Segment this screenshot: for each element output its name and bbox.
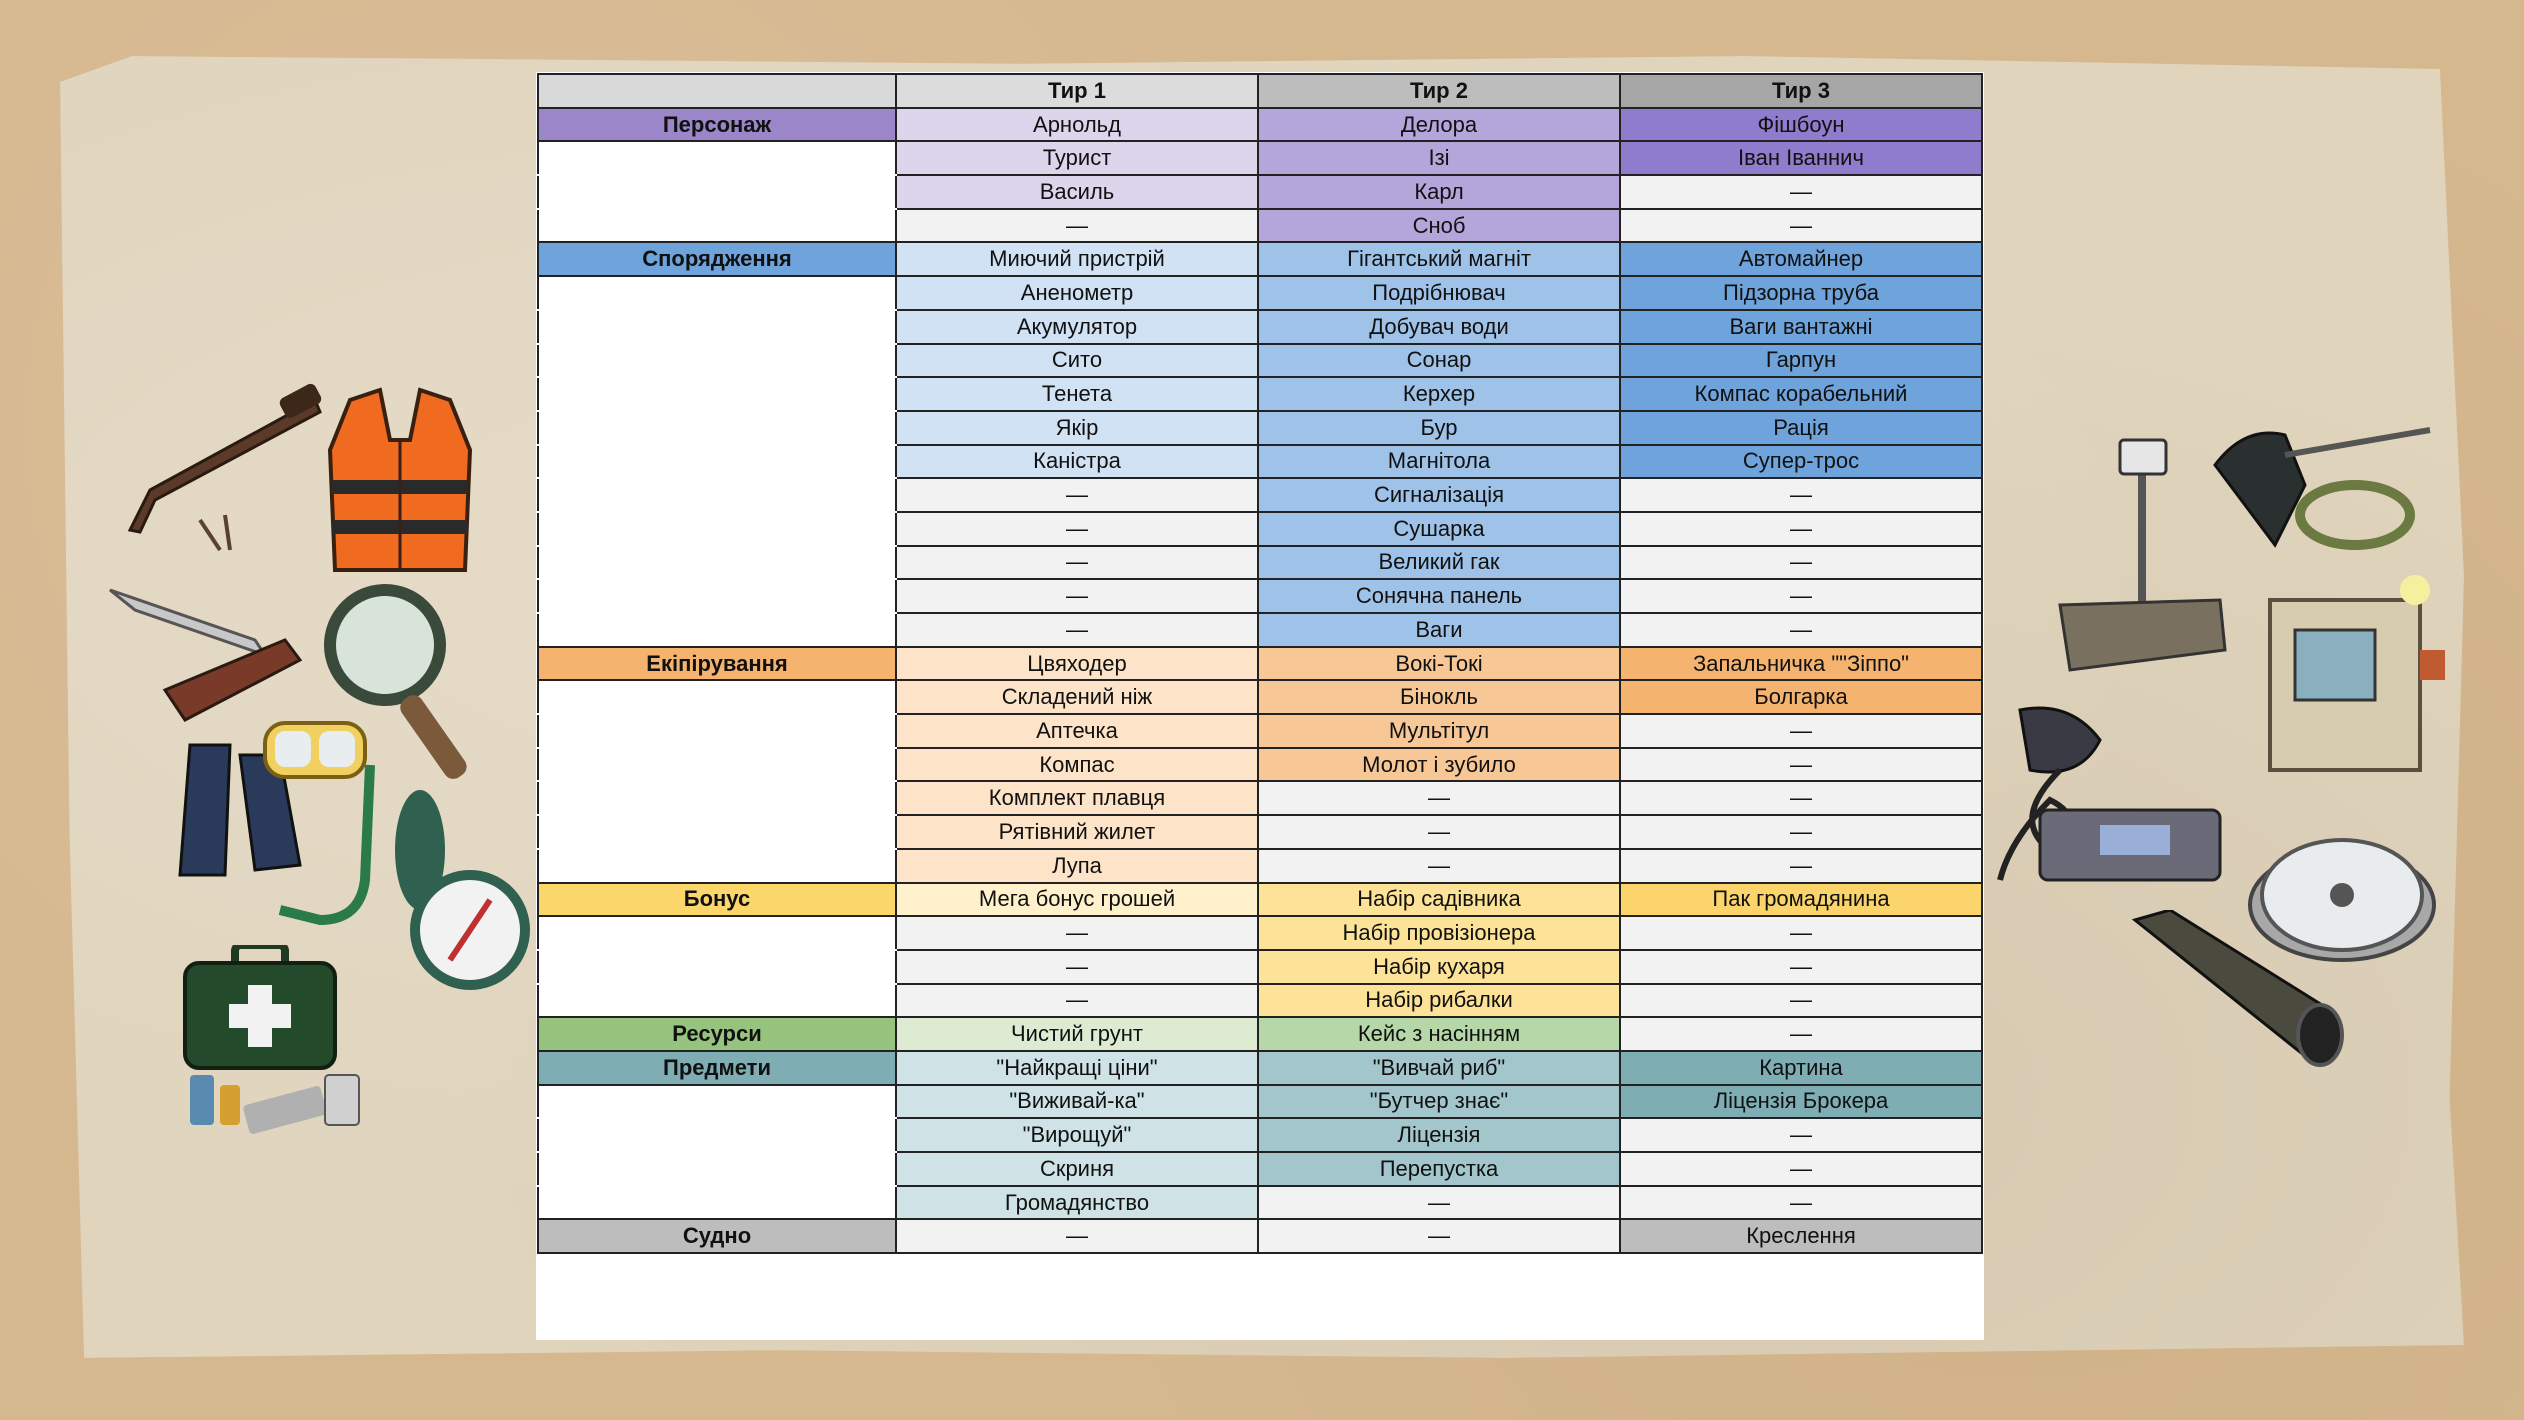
tier-1-cell: — [896,478,1258,512]
tier-3-cell: — [1620,613,1982,647]
tier-1-cell: Компас [896,748,1258,782]
tier-2-cell: Сонар [1258,344,1620,378]
category-empty-cell [538,1118,896,1152]
tier-3-cell: — [1620,849,1982,883]
tier-2-cell: Сонячна панель [1258,579,1620,613]
tier-2-cell: "Бутчер знає" [1258,1085,1620,1119]
tier-2-cell: Добувач води [1258,310,1620,344]
tier-1-cell: Рятівний жилет [896,815,1258,849]
table-row [538,1186,1982,1220]
category-empty-cell [538,950,896,984]
tier-2-cell: "Вивчай риб" [1258,1051,1620,1085]
category-empty-cell [538,781,896,815]
tier-1-cell: Цвяходер [896,647,1258,681]
table-row [538,512,1982,546]
tier-1-cell: Тенета [896,377,1258,411]
category-empty-cell [538,141,896,175]
category-label: Бонус [538,883,896,917]
tier-3-cell: Пак громадянина [1620,883,1982,917]
harpoon-icon [2205,405,2435,565]
tier-2-cell: — [1258,849,1620,883]
tier-3-cell: — [1620,546,1982,580]
tier-3-cell: Болгарка [1620,680,1982,714]
tier-1-cell: — [896,984,1258,1018]
tier-3-cell: Фішбоун [1620,108,1982,142]
table-row [538,1152,1982,1186]
tier-1-cell: Складений ніж [896,680,1258,714]
tier-2-cell: Делора [1258,108,1620,142]
category-empty-cell [538,849,896,883]
table-row [538,310,1982,344]
tier-3-cell: — [1620,1017,1982,1051]
table-row [538,141,1982,175]
header-row [538,74,1982,108]
table-row [538,1085,1982,1119]
tier-1-cell: — [896,512,1258,546]
tier-3-cell: — [1620,984,1982,1018]
table-row [538,1017,1982,1051]
tier-2-cell: — [1258,781,1620,815]
table-row [538,276,1982,310]
tier-1-cell: Мега бонус грошей [896,883,1258,917]
table-row [538,714,1982,748]
category-label: Спорядження [538,242,896,276]
tier-1-cell: "Виживай-ка" [896,1085,1258,1119]
table-row [538,647,1982,681]
category-label: Ресурси [538,1017,896,1051]
tier-3-cell: Підзорна труба [1620,276,1982,310]
category-empty-cell [538,680,896,714]
tier-1-cell: "Вирощуй" [896,1118,1258,1152]
tier-1-cell: Турист [896,141,1258,175]
tier-3-cell: — [1620,714,1982,748]
table-row [538,478,1982,512]
tier-2-cell: Бур [1258,411,1620,445]
table-row [538,883,1982,917]
tier-1-cell: "Найкращі ціни" [896,1051,1258,1085]
pocket-knife-icon [105,580,305,730]
table-row [538,175,1982,209]
tier-2-cell: Гігантський магніт [1258,242,1620,276]
tier-3-cell: — [1620,478,1982,512]
table-row [538,916,1982,950]
category-empty-cell [538,546,896,580]
table-row [538,984,1982,1018]
tier-3-cell: — [1620,175,1982,209]
category-label: Предмети [538,1051,896,1085]
category-empty-cell [538,344,896,378]
table-row [538,613,1982,647]
header-tier-1: Тир 1 [896,74,1258,108]
table-row [538,445,1982,479]
category-empty-cell [538,445,896,479]
spotting-scope-icon [2130,910,2350,1070]
tier-2-cell: Перепустка [1258,1152,1620,1186]
tier-1-cell: Аненометр [896,276,1258,310]
category-empty-cell [538,613,896,647]
category-empty-cell [538,916,896,950]
tier-3-cell: — [1620,579,1982,613]
table-row [538,680,1982,714]
tier-3-cell: Супер-трос [1620,445,1982,479]
tier-1-cell: Скриня [896,1152,1258,1186]
table-row [538,1219,1982,1253]
tier-1-cell: Акумулятор [896,310,1258,344]
tier-2-cell: Ізі [1258,141,1620,175]
category-empty-cell [538,1085,896,1119]
tier-2-cell: Керхер [1258,377,1620,411]
category-empty-cell [538,411,896,445]
category-label: Екіпірування [538,647,896,681]
category-empty-cell [538,714,896,748]
tier-2-cell: Набір кухаря [1258,950,1620,984]
tier-3-cell: Запальничка ""Зіппо" [1620,647,1982,681]
tier-3-cell: — [1620,512,1982,546]
category-empty-cell [538,209,896,243]
category-empty-cell [538,276,896,310]
table-row [538,242,1982,276]
table-row [538,1118,1982,1152]
tier-3-cell: Ваги вантажні [1620,310,1982,344]
tier-3-cell: — [1620,1152,1982,1186]
nails-icon [190,510,250,560]
table-row [538,108,1982,142]
table-row [538,1051,1982,1085]
category-empty-cell [538,984,896,1018]
tier-1-cell: Арнольд [896,108,1258,142]
category-empty-cell [538,512,896,546]
table-row [538,411,1982,445]
category-empty-cell [538,815,896,849]
tier-2-cell: Ліцензія [1258,1118,1620,1152]
category-label: Судно [538,1219,896,1253]
tier-2-cell: Набір провізіонера [1258,916,1620,950]
tier-1-cell: Аптечка [896,714,1258,748]
table-row [538,344,1982,378]
cb-radio-icon [1990,700,2230,890]
tier-3-cell: — [1620,950,1982,984]
tier-1-cell: Лупа [896,849,1258,883]
snorkel-icon [270,760,390,930]
tier-3-cell: Рація [1620,411,1982,445]
tier-table-container [536,72,1984,1340]
tier-table [537,73,1983,1254]
tier-2-cell: Великий гак [1258,546,1620,580]
tier-1-cell: — [896,209,1258,243]
category-label: Персонаж [538,108,896,142]
tier-2-cell: — [1258,1219,1620,1253]
tier-2-cell: Вокі-Токі [1258,647,1620,681]
cargo-scale-icon [2050,435,2230,685]
table-row [538,781,1982,815]
tier-3-cell: Автомайнер [1620,242,1982,276]
table-row [538,209,1982,243]
category-empty-cell [538,310,896,344]
tier-1-cell: Каністра [896,445,1258,479]
header-blank [538,74,896,108]
tier-3-cell: — [1620,748,1982,782]
tier-1-cell: Якір [896,411,1258,445]
tier-3-cell: — [1620,916,1982,950]
tier-3-cell: — [1620,1186,1982,1220]
compass-icon [380,790,530,1010]
tier-2-cell: Набір рибалки [1258,984,1620,1018]
tier-2-cell: Магнітола [1258,445,1620,479]
tier-3-cell: Ліцензія Брокера [1620,1085,1982,1119]
table-row [538,748,1982,782]
tier-2-cell: Мультітул [1258,714,1620,748]
tier-1-cell: Сито [896,344,1258,378]
tier-3-cell: — [1620,781,1982,815]
table-row [538,579,1982,613]
tier-1-cell: Василь [896,175,1258,209]
tier-1-cell: Громадянство [896,1186,1258,1220]
tier-3-cell: Іван Іваннич [1620,141,1982,175]
tier-1-cell: Комплект плавця [896,781,1258,815]
tier-2-cell: Сушарка [1258,512,1620,546]
tier-1-cell: — [896,579,1258,613]
tier-1-cell: — [896,950,1258,984]
category-empty-cell [538,175,896,209]
tier-3-cell: Картина [1620,1051,1982,1085]
tier-2-cell: Карл [1258,175,1620,209]
header-tier-3: Тир 3 [1620,74,1982,108]
tier-1-cell: — [896,916,1258,950]
tier-2-cell: Сноб [1258,209,1620,243]
tier-1-cell: — [896,546,1258,580]
tier-2-cell: Сигналізація [1258,478,1620,512]
tier-2-cell: Набір садівника [1258,883,1620,917]
category-empty-cell [538,748,896,782]
header-tier-2: Тир 2 [1258,74,1620,108]
tier-2-cell: — [1258,815,1620,849]
category-empty-cell [538,579,896,613]
tier-2-cell: Кейс з насінням [1258,1017,1620,1051]
tier-3-cell: Компас корабельний [1620,377,1982,411]
tier-3-cell: — [1620,209,1982,243]
tier-3-cell: — [1620,1118,1982,1152]
category-empty-cell [538,1152,896,1186]
tier-3-cell: Креслення [1620,1219,1982,1253]
table-row [538,815,1982,849]
medicine-bottles-icon [185,1055,365,1135]
tier-3-cell: — [1620,815,1982,849]
life-vest-icon [320,380,480,580]
tier-1-cell: Чистий грунт [896,1017,1258,1051]
tier-1-cell: — [896,613,1258,647]
table-row [538,546,1982,580]
tier-1-cell: Миючий пристрій [896,242,1258,276]
tier-2-cell: Бінокль [1258,680,1620,714]
tier-2-cell: — [1258,1186,1620,1220]
tier-3-cell: Гарпун [1620,344,1982,378]
category-empty-cell [538,1186,896,1220]
table-row [538,849,1982,883]
tier-2-cell: Молот і зубило [1258,748,1620,782]
tier-2-cell: Подрібнювач [1258,276,1620,310]
table-row [538,377,1982,411]
category-empty-cell [538,377,896,411]
tier-1-cell: — [896,1219,1258,1253]
alarm-box-icon [2255,570,2455,790]
tier-2-cell: Ваги [1258,613,1620,647]
category-empty-cell [538,478,896,512]
table-row [538,950,1982,984]
